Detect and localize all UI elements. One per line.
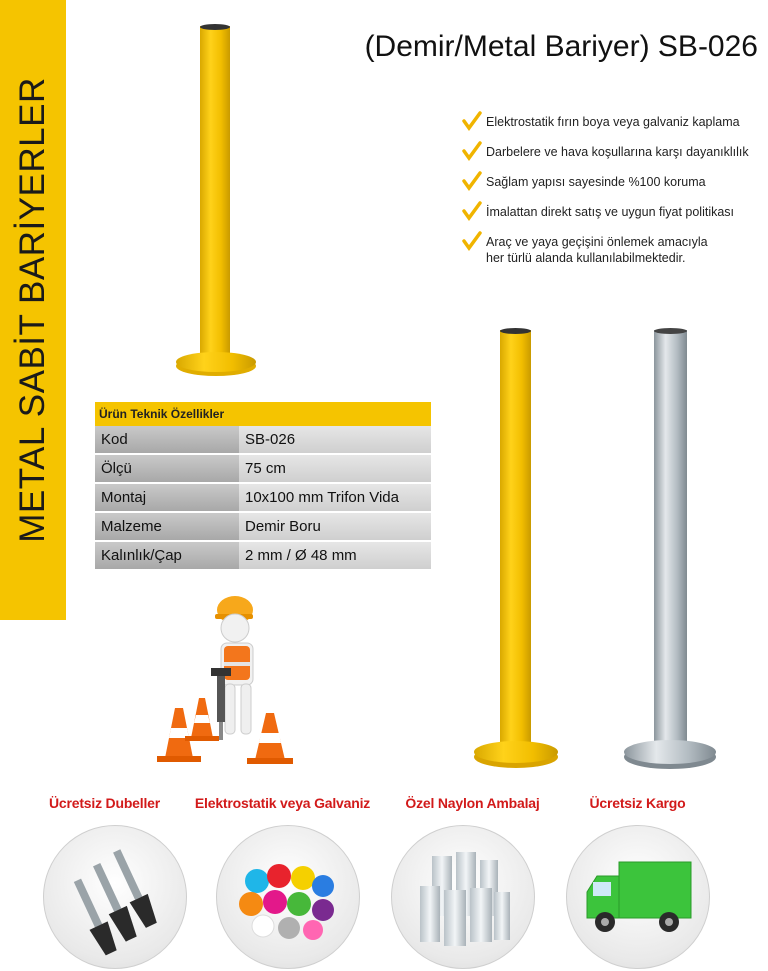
service-label: Elektrostatik veya Galvaniz (194, 795, 371, 811)
spec-value: 2 mm / Ø 48 mm (239, 541, 431, 570)
table-row (95, 483, 431, 512)
anchor-bolts-icon (43, 825, 187, 969)
table-row (95, 512, 431, 541)
check-icon (462, 171, 482, 191)
check-icon (462, 231, 482, 251)
spec-value: SB-026 (239, 426, 431, 454)
service-packaging (380, 795, 565, 811)
delivery-truck-icon (566, 825, 710, 969)
service-label: Özel Naylon Ambalaj (405, 795, 540, 811)
traffic-cone-icon (185, 698, 219, 741)
traffic-cone-icon (247, 713, 293, 764)
service-free-anchors (12, 795, 197, 811)
spec-table-header-row (95, 402, 431, 426)
paint-powder-icon (216, 825, 360, 969)
spec-table (95, 402, 431, 571)
spec-table-header: Ürün Teknik Özellikler (95, 402, 431, 426)
spec-key: Kalınlık/Çap (95, 541, 239, 570)
spec-key: Montaj (95, 483, 239, 512)
service-label: Ücretsiz Dubeller (49, 795, 160, 811)
worker-illustration (145, 588, 305, 768)
spec-value: 10x100 mm Trifon Vida (239, 483, 431, 512)
product-image-yellow (470, 322, 570, 772)
check-icon (462, 201, 482, 221)
spec-value: 75 cm (239, 454, 431, 483)
table-row (95, 454, 431, 483)
table-row (95, 541, 431, 570)
product-image-top (170, 22, 262, 384)
feature-item (462, 204, 768, 220)
feature-item (462, 144, 768, 160)
check-icon (462, 111, 482, 131)
table-row (95, 426, 431, 454)
product-image-galvanized (615, 322, 725, 772)
spec-key: Malzeme (95, 512, 239, 541)
plastic-wrap-icon (391, 825, 535, 969)
feature-text: Darbelere ve hava koşullarına karşı dayanıklılık (486, 145, 749, 159)
feature-text-cont: her türlü alanda kullanılabilmektedir. (486, 251, 686, 265)
service-free-shipping (545, 795, 730, 811)
side-band (0, 0, 66, 620)
feature-item (462, 174, 768, 190)
feature-list (462, 114, 768, 280)
feature-text: İmalattan direkt satış ve uygun fiyat politikası (486, 205, 735, 219)
side-label: METAL SABİT BARİYERLER (13, 77, 52, 543)
feature-item (462, 234, 768, 266)
service-label: Ücretsiz Kargo (589, 795, 686, 811)
feature-item (462, 114, 768, 130)
feature-text: Elektrostatik fırın boya veya galvaniz kaplama (486, 115, 740, 129)
spec-key: Ölçü (95, 454, 239, 483)
spec-key: Kod (95, 426, 239, 454)
service-coating (190, 795, 375, 811)
page-title: (Demir/Metal Bariyer) SB-026 (364, 30, 758, 63)
spec-value: Demir Boru (239, 512, 431, 541)
feature-text: Araç ve yaya geçişini önlemek amacıyla (486, 235, 708, 249)
check-icon (462, 141, 482, 161)
feature-text: Sağlam yapısı sayesinde %100 koruma (486, 175, 706, 189)
